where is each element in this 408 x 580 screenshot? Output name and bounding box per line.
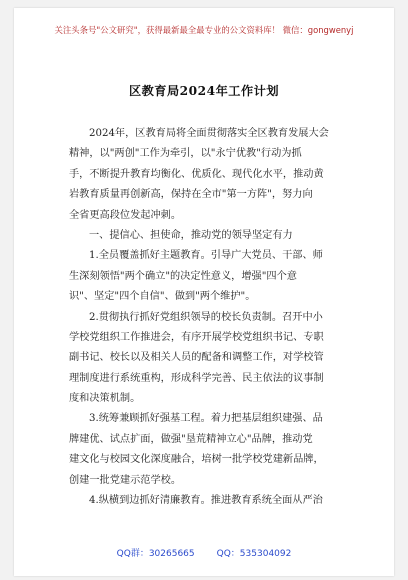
paragraph-item-2 <box>69 308 369 410</box>
document-page <box>14 8 394 576</box>
paragraph-item-3 <box>69 409 369 491</box>
paragraph-item-4 <box>69 491 369 511</box>
section-heading-1 <box>69 226 369 246</box>
document-body <box>69 124 369 511</box>
text-line: 2024年，区教育局将全面贯彻落实全区教育发展大会 <box>89 128 329 139</box>
text-line: 创建一批党建示范学校。 <box>69 474 182 486</box>
text-line: 精神，以"两创"工作为牵引，以"永宁优教"行动为抓 <box>69 148 302 160</box>
document-title: 区教育局2024年工作计划 <box>128 84 280 98</box>
text-line: 理制度进行系统重构，形成科学完善、民主依法的议事制 <box>69 372 324 384</box>
header-promo-note: 关注头条号"公文研究"，获得最新最全最专业的公文资料库！ 微信：gongwenyj <box>54 25 354 35</box>
text-line: 副书记、校长以及相关人员的配备和调整工作，对学校管 <box>69 352 324 364</box>
text-line: 手，不断提升教育均衡化、优质化、现代化水平，推动黄 <box>69 168 324 180</box>
paragraph-intro <box>69 124 369 226</box>
text-line: 一、提信心、担使命，推动党的领导坚定有力 <box>89 229 293 241</box>
text-line: 岩教育质量再创新高，保持在全市"第一方阵"，努力向 <box>69 189 313 201</box>
footer-qq-number: QQ：535304092 <box>216 549 292 559</box>
text-line: 学校党组织工作推进会，有序开展学校党组织书记、专职 <box>69 331 324 343</box>
footer-qq-group: QQ群：30265665 <box>116 549 195 559</box>
text-line: 2.贯彻执行抓好党组织领导的校长负责制。召开中小 <box>89 311 323 323</box>
text-line: 全省更高段位发起冲刺。 <box>69 209 182 221</box>
text-line: 1.全员覆盖抓好主题教育。引导广大党员、干部、师 <box>89 250 323 262</box>
text-line: 识"、坚定"四个自信"、做到"两个维护"。 <box>69 291 256 303</box>
footer-contact-note <box>14 546 394 559</box>
text-line: 3.统筹兼顾抓好强基工程。着力把基层组织建强、品 <box>89 413 323 425</box>
text-line: 生深刻领悟"两个确立"的决定性意义，增强"四个意 <box>69 270 297 282</box>
text-line: 建文化与校园文化深度融合，培树一批学校党建新品牌， <box>69 454 324 466</box>
text-line: 牌建优、试点扩面，做强"垦荒精神立心"品牌，推动党 <box>69 433 313 445</box>
text-line: 度和决策机制。 <box>69 393 141 405</box>
paragraph-item-1 <box>69 246 369 307</box>
text-line: 4.纵横到边抓好清廉教育。推进教育系统全面从严治 <box>89 495 323 507</box>
